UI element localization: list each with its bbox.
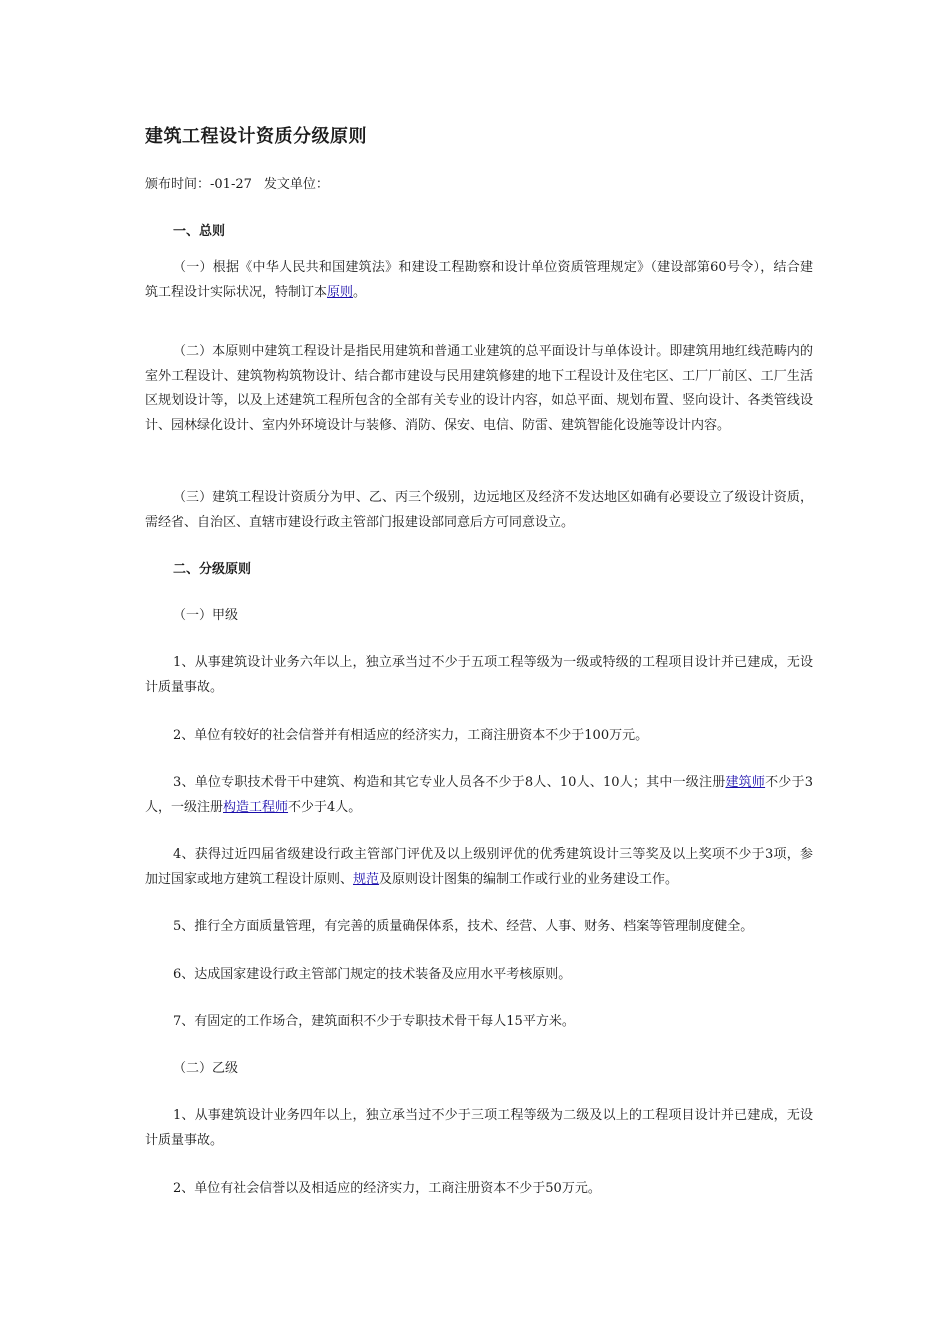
section-heading-general: 一、总则 — [173, 224, 226, 239]
issuer-label: 发文单位： — [263, 177, 329, 192]
section-heading-grading: 二、分级原则 — [173, 562, 252, 577]
date-label: 颁布时间： — [145, 177, 211, 192]
grade-a-item-5: 5、推行全方面质量管理，有完善的质量确保体系，技术、经营、人事、财务、档案等管理制度健全。 — [173, 919, 754, 934]
grade-a-item-4 — [145, 843, 813, 892]
grade-a-item-3-text2: 不少于3人，一级注册 — [145, 775, 813, 815]
document-title: 建筑工程设计资质分级原则 — [145, 126, 367, 147]
link-structural-engineer[interactable]: 构造工程师 — [223, 799, 289, 815]
paragraph-scope: （二）本原则中建筑工程设计是指民用建筑和普通工业建筑的总平面设计与单体设计。即建筑用地红线范畴内的室外工程设计、建筑物构筑物设计、结合都市建设与民用建筑修建的地下工程设计及住宅区、工厂厂前区、工厂生活区规划设计等，以及上述建筑工程所包含的全部有关专业的设计内容，如总平面、规划布置、竖向设计、各类管线设计、园林绿化设计、室内外环境设计与装修、消防、保安、电信、防雷、建筑智能化设施等设计内容。 — [145, 344, 813, 433]
link-specification[interactable]: 规范 — [353, 871, 380, 887]
grade-a-item-3-text1: 3、单位专职技术骨干中建筑、构造和其它专业人员各不少于8人、10人、10人；其中一级注册 — [173, 775, 726, 790]
grade-a-item-2: 2、单位有较好的社会信誉并有相适应的经济实力，工商注册资本不少于100万元。 — [173, 728, 649, 743]
grade-a-item-3-text3: 不少于4人。 — [288, 799, 362, 815]
grade-b-item-1: 1、从事建筑设计业务四年以上，独立承当过不少于三项工程等级为二级及以上的工程项目设计并已建成，无设计质量事故。 — [145, 1108, 813, 1148]
link-architect[interactable]: 建筑师 — [725, 775, 766, 790]
document-meta — [145, 175, 329, 195]
grade-a-item-7: 7、有固定的工作场合，建筑面积不少于专职技术骨干每人15平方米。 — [173, 1014, 575, 1029]
paragraph-levels: （三）建筑工程设计资质分为甲、乙、丙三个级别，边远地区及经济不发达地区如确有必要设立了级设计资质，需经省、自治区、直辖市建设行政主管部门报建设部同意后方可同意设立。 — [145, 490, 813, 530]
grade-a-item-3 — [145, 771, 813, 820]
paragraph-basis — [145, 256, 813, 305]
grade-a-item-1: 1、从事建筑设计业务六年以上，独立承当过不少于五项工程等级为一级或特级的工程项目设计并已建成，无设计质量事故。 — [145, 655, 813, 695]
grade-a-item-6: 6、达成国家建设行政主管部门规定的技术装备及应用水平考核原则。 — [173, 967, 572, 982]
grade-a-item-4-text1: 4、获得过近四届省级建设行政主管部门评优及以上级别评优的优秀建筑设计三等奖及以上奖项不少于3项，参加过国家或地方建筑工程设计原则、 — [145, 847, 813, 887]
grade-a-item-4-text2: 及原则设计图集的编制工作或行业的业务建设工作。 — [379, 871, 679, 887]
date-value: -01-27 — [210, 177, 252, 192]
paragraph-basis-text: （一）根据《中华人民共和国建筑法》和建设工程勘察和设计单位资质管理规定》（建设部第60号令），结合建筑工程设计实际状况，特制订本 — [145, 260, 813, 300]
link-standard[interactable]: 原则 — [327, 284, 354, 300]
grade-b-item-2: 2、单位有社会信誉以及相适应的经济实力，工商注册资本不少于50万元。 — [173, 1181, 601, 1196]
grade-b-label: （二）乙级 — [173, 1061, 239, 1076]
grade-a-label: （一）甲级 — [173, 608, 239, 623]
paragraph-basis-tail: 。 — [353, 284, 367, 300]
